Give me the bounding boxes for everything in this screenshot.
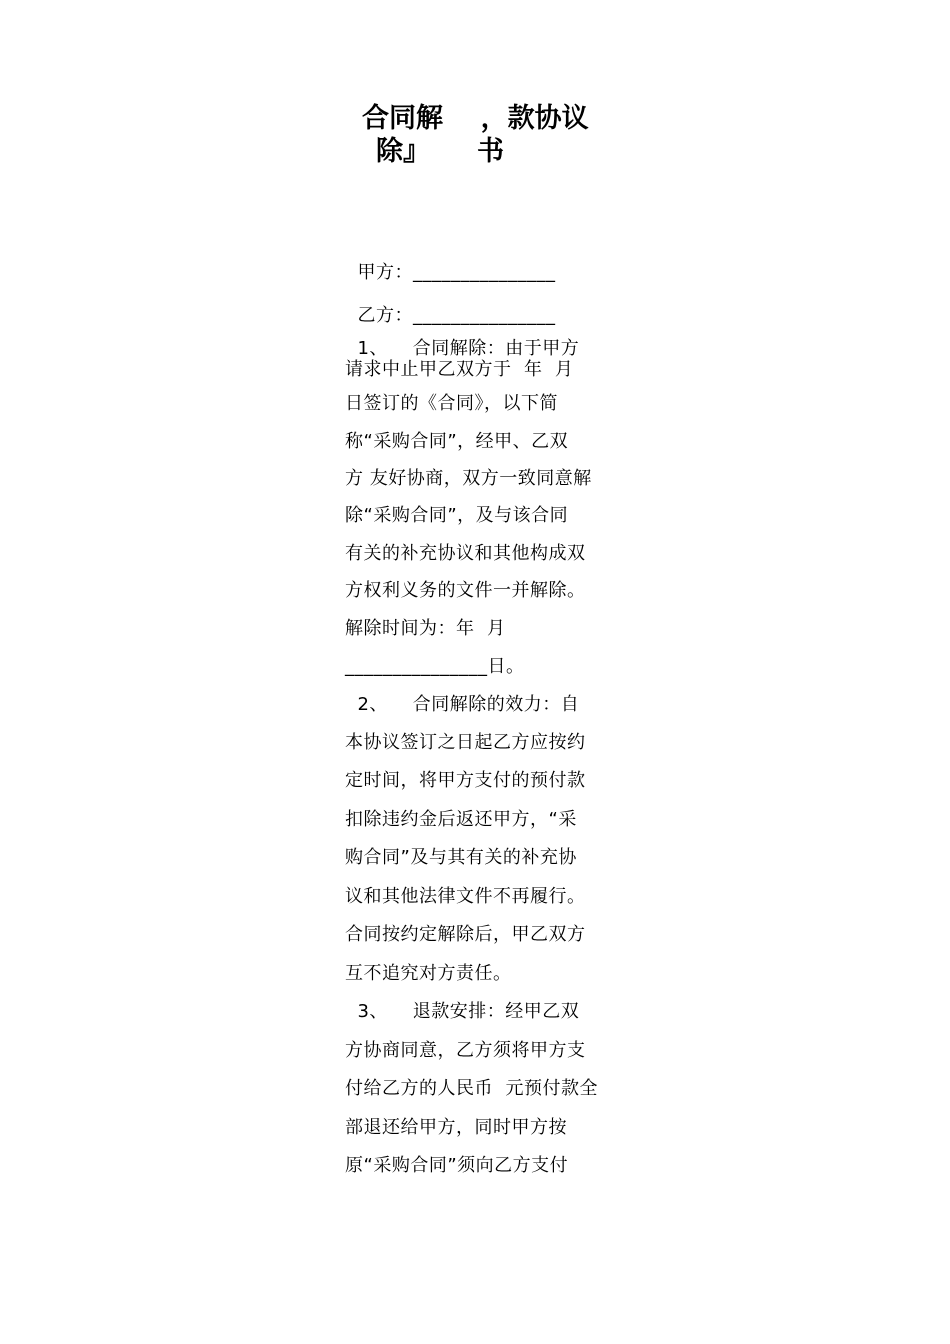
party-a-line: 甲方：_______________ (345, 262, 556, 283)
clause-1-line: 解除时间为：年 月 (345, 618, 506, 639)
clause-1-line: 称“采购合同”，经甲、乙双 (345, 431, 569, 452)
clause-2-line: 定时间，将甲方支付的预付款 (345, 770, 586, 791)
clause-3-line: 部退还给甲方，同时甲方按 (345, 1117, 567, 1138)
clause-3-line: 付给乙方的人民币 元预付款全 (345, 1078, 598, 1099)
document-title-line-2: 除』 书 (376, 136, 504, 167)
clause-3-line: 原“采购合同”须向乙方支付 (345, 1155, 569, 1176)
clause-1-line: 方 友好协商，双方一致同意解 (345, 468, 592, 489)
clause-1-line: 除“采购合同”，及与该合同 (345, 505, 569, 526)
clause-3-line: 方协商同意，乙方须将甲方支 (345, 1040, 586, 1061)
clause-1-line: 请求中止甲乙双方于 年 月 (345, 359, 574, 380)
clause-2-line: 本协议签订之日起乙方应按约 (345, 732, 586, 753)
clause-2-line: 购合同”及与其有关的补充协 (345, 847, 577, 868)
clause-1-line: 日签订的《合同》，以下简 (345, 393, 558, 414)
clause-2-line: 议和其他法律文件不再履行。 (345, 886, 586, 907)
clause-3-line: 3、 退款安排：经甲乙双 (345, 1001, 580, 1022)
clause-1-line: 有关的补充协议和其他构成双 (345, 543, 586, 564)
party-b-line: 乙方：_______________ (345, 305, 556, 326)
clause-2-line: 扣除违约金后返还甲方，“采 (345, 809, 577, 830)
clause-2-line: 互不追究对方责任。 (345, 963, 512, 984)
clause-2-line: 2、 合同解除的效力：自 (345, 694, 580, 715)
clause-1-line: _______________日。 (345, 656, 525, 677)
clause-1-line: 方权利义务的文件一并解除。 (345, 580, 586, 601)
clause-1-line: 1、 合同解除：由于甲方 (345, 338, 580, 359)
document-title-line-1: 合同解 ，款协议 (362, 103, 589, 134)
clause-2-line: 合同按约定解除后，甲乙双方 (345, 924, 586, 945)
